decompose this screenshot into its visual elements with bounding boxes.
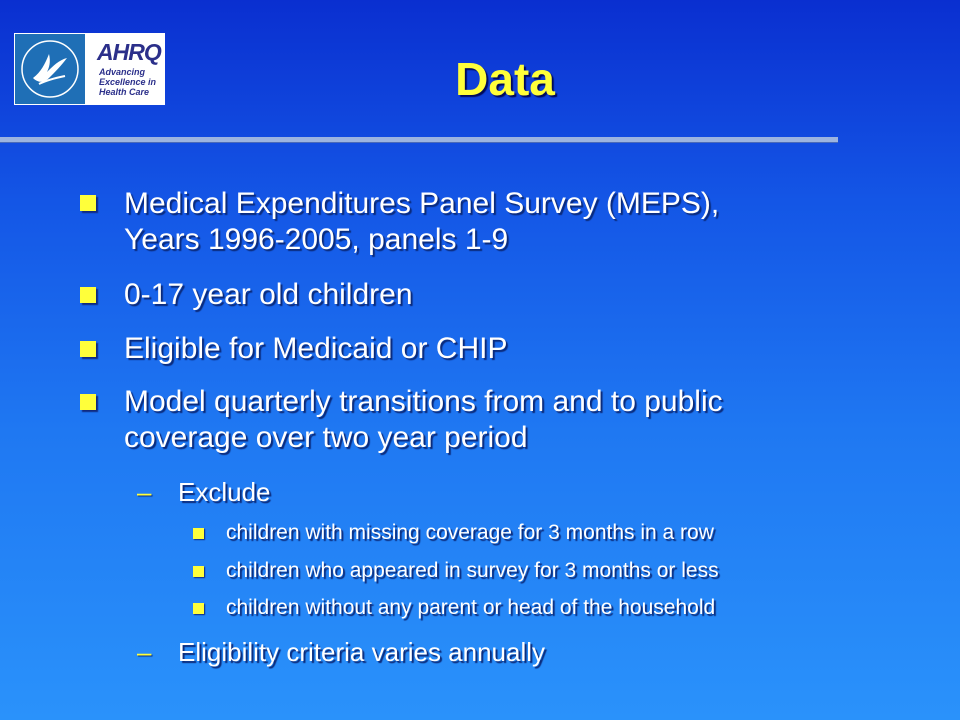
ahrq-tagline: Advancing Excellence in Health Care — [99, 67, 157, 97]
title-divider — [0, 137, 838, 143]
bullet-text: 0-17 year old children — [124, 278, 413, 311]
bullet-square-icon — [80, 394, 96, 410]
bullet-text: Eligible for Medicaid or CHIP — [124, 332, 508, 365]
bullet-square-icon — [193, 566, 204, 577]
bullet-text: Model quarterly transitions from and to public coverage over two year period — [124, 385, 723, 454]
sub-sub-bullet-text: children who appeared in survey for 3 months or less — [226, 559, 719, 582]
dash-icon: – — [137, 477, 152, 507]
dash-icon: – — [137, 637, 152, 667]
ahrq-wordmark: AHRQ — [97, 39, 161, 65]
bullet-square-icon — [80, 195, 96, 211]
bullet-square-icon — [80, 287, 96, 303]
bullet-square-icon — [193, 528, 204, 539]
bullet-square-icon — [80, 341, 96, 357]
sub-bullet-text: Eligibility criteria varies annually — [178, 637, 546, 667]
bullet-square-icon — [193, 603, 204, 614]
sub-sub-bullet-text: children without any parent or head of the household — [226, 596, 716, 619]
bullet-text: Medical Expenditures Panel Survey (MEPS), Years 1996-2005, panels 1-9 — [124, 187, 720, 256]
sub-sub-bullet-text: children with missing coverage for 3 months in a row — [226, 521, 714, 544]
slide-title: Data — [455, 53, 555, 105]
sub-bullet-text: Exclude — [178, 477, 271, 507]
